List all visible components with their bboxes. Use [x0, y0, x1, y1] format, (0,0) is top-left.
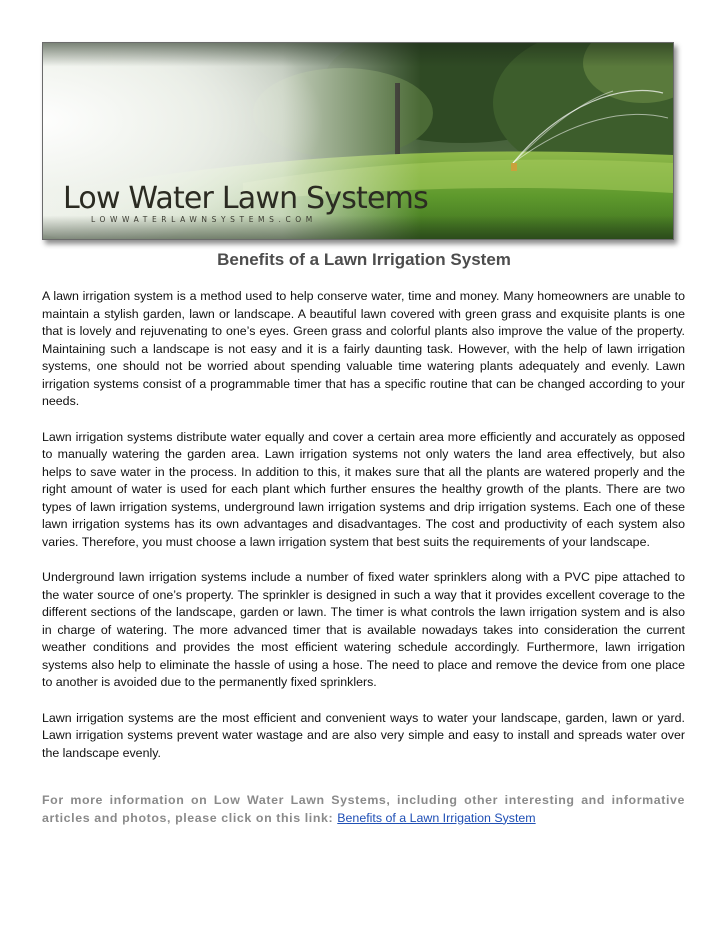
paragraph-2: Lawn irrigation systems distribute water equally and cover a certain area more efficiently and accurately as opposed to manually watering the garden area. Lawn irrigation systems not only waters the land area effectively, but also helps to save water in the process. In addition to this, it makes sure that all the plants are watered properly and the right amount of water is used for each plant which further ensures the healthy growth of the plants. There are two types of lawn irrigation systems, underground lawn irrigation systems and drip irrigation systems. Each one of these lawn irrigation systems has its own advantages and disadvantages. The cost and productivity of each system also varies. Therefore, you must choose a lawn irrigation system that best suits the requirements of your landscape. — [42, 429, 685, 549]
article-body — [42, 288, 685, 845]
more-info-text: For more information on Low Water Lawn Systems, including other interesting and informative articles and photos, please click on this link: — [42, 793, 685, 825]
logo-website: LOWWATERLAWNSYSTEMS.COM — [91, 215, 317, 224]
paragraph-4: Lawn irrigation systems are the most efficient and convenient ways to water your landscape, garden, lawn or yard. Lawn irrigation systems prevent water wastage and are also very simple and easy to install and spreads water over the landscape evenly. — [42, 710, 685, 760]
paragraph-3: Underground lawn irrigation systems include a number of fixed water sprinklers along with a PVC pipe attached to the water source of one’s property. The sprinkler is designed in such a way that it provides excellent coverage to the different sections of the landscape, garden or lawn. The timer is what controls the lawn irrigation system and is also in charge of watering. The more advanced timer that is available nowadays takes into consideration the current weather conditions and provides the most efficient watering schedule accordingly. Furthermore, lawn irrigation systems also help to eliminate the hassle of using a hose. The need to place and remove the device from one place to another is avoided due to the permanently fixed sprinklers. — [42, 570, 685, 689]
article-link[interactable]: Benefits of a Lawn Irrigation System — [337, 810, 536, 825]
article-title: Benefits of a Lawn Irrigation System — [217, 250, 511, 269]
header-banner — [42, 42, 674, 240]
more-info-note — [42, 792, 685, 827]
paragraph-1: A lawn irrigation system is a method used to help conserve water, time and money. Many homeowners are unable to maintain a stylish garden, lawn or landscape. A beautiful lawn covered with green grass and exquisite plants is one that is lovely and rejuvenating to one’s eyes. Green grass and colorful plants also improve the value of the property. Maintaining such a landscape is not easy and it is a fairly daunting task. However, with the help of lawn irrigation systems, one should not be worried about spending valuable time watering plants adequately and evenly. Lawn irrigation systems consist of a programmable timer that has a specific routine that can be changed according to your needs. — [42, 289, 685, 408]
logo-wordmark: Low Water Lawn Systems — [63, 181, 428, 216]
